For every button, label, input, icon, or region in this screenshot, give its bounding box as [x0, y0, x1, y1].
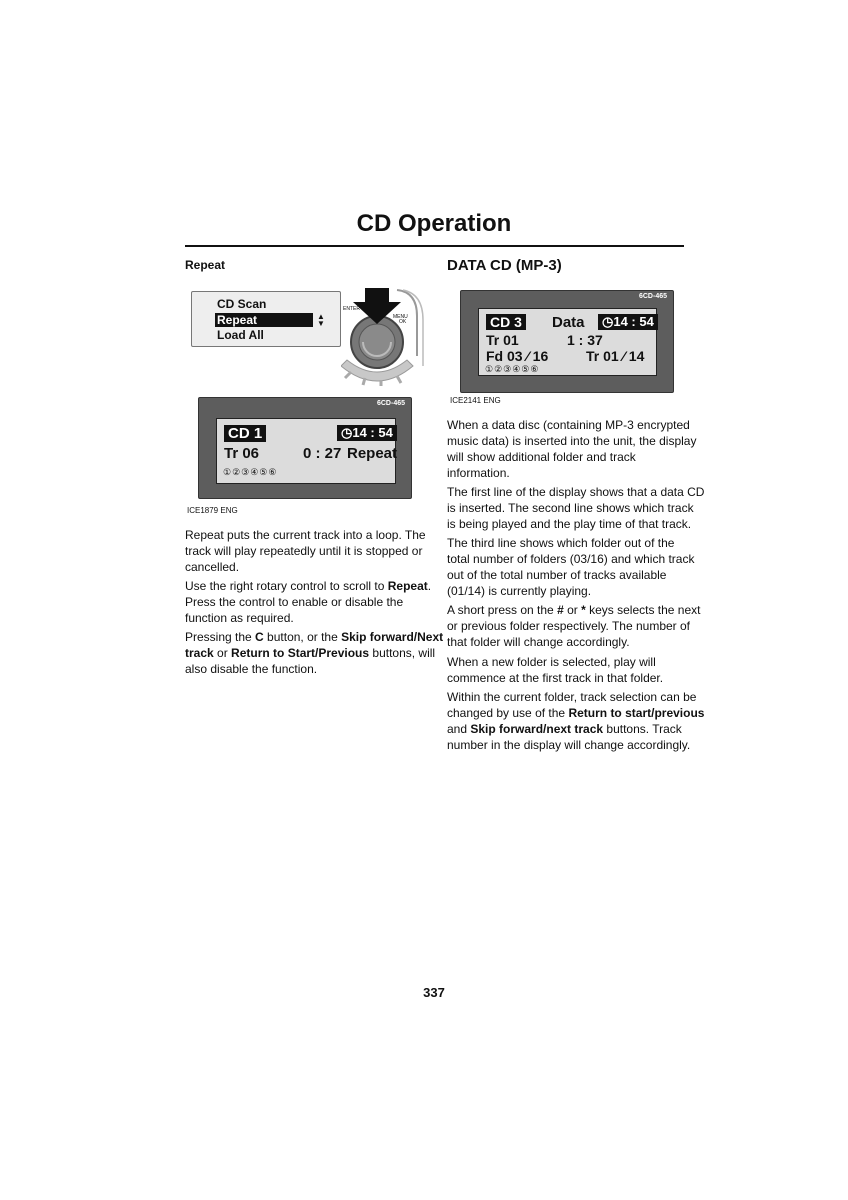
display-model: 6CD-465	[376, 400, 405, 407]
track-readout: Tr 01	[486, 332, 519, 348]
text-line: music data) is inserted into the unit, the display	[447, 434, 697, 448]
text-line: number in the display will change accordingly.	[447, 738, 691, 752]
title-rule	[185, 245, 684, 247]
disc-indicator: CD 1	[224, 425, 266, 442]
text-line: will show additional folder and track	[447, 450, 636, 464]
text-line: Within the current folder, track selection can be	[447, 690, 697, 704]
text-run: keys selects the next	[585, 603, 701, 617]
text-run: buttons, will	[369, 646, 436, 660]
display-screen	[478, 308, 657, 376]
paragraph-data-disc	[447, 417, 696, 481]
text-line: information.	[447, 466, 510, 480]
text-run: Pressing the	[185, 630, 256, 644]
text-line: cancelled.	[185, 560, 240, 574]
disc-slots: ①②③④⑤⑥	[223, 467, 278, 477]
text-bold: track	[185, 646, 214, 660]
clock-icon: ◷	[341, 425, 353, 440]
repeat-heading: Repeat	[185, 258, 226, 272]
text-line: total number of folders (03/16) and which track	[447, 552, 695, 566]
text-bold: Skip forward/Next	[341, 630, 444, 644]
text-bold: Return to start/previous	[568, 706, 705, 720]
play-time: 1 : 37	[567, 332, 603, 348]
text-run: .	[427, 579, 432, 593]
text-line: When a new folder is selected, play will	[447, 655, 656, 669]
text-bold: #	[557, 603, 564, 617]
play-time: 0 : 27	[303, 445, 342, 462]
text-line: Repeat puts the current track into a loop. The	[185, 528, 426, 542]
text-run: changed by use of the	[447, 706, 569, 720]
page-title: CD Operation	[356, 210, 512, 237]
text-run: button, or the	[263, 630, 342, 644]
paragraph-track-selection	[447, 689, 704, 753]
display-screen	[216, 418, 396, 484]
menu-item-repeat: Repeat	[215, 313, 313, 327]
paragraph-short-press	[447, 602, 701, 650]
text-line: is inserted. The second line shows which track	[447, 501, 694, 515]
display-repeat	[198, 397, 412, 499]
enter-label: ENTER	[343, 306, 360, 312]
repeat-mode: Repeat	[347, 445, 398, 462]
text-line: When a data disc (containing MP-3 encrypted	[447, 418, 690, 432]
clock-icon: ◷	[602, 314, 614, 329]
display-data-cd	[460, 290, 674, 393]
text-line: The third line shows which folder out of the	[447, 536, 675, 550]
paragraph-repeat	[185, 527, 426, 575]
text-line: out of the total number of tracks available	[447, 568, 667, 582]
figure-caption: ICE2141 ENG	[450, 396, 501, 405]
rotary-control-icon	[341, 286, 425, 386]
up-down-arrows-icon: ▲ ▼	[317, 312, 325, 328]
clock-readout	[337, 425, 397, 441]
page-number: 337	[423, 985, 445, 1000]
data-label: Data	[552, 314, 585, 331]
paragraph-press	[185, 629, 443, 677]
text-line: commence at the first track in that folder.	[447, 671, 664, 685]
paragraph-new-folder	[447, 654, 663, 686]
text-line: track will play repeatedly until it is stopped or	[185, 544, 423, 558]
menu-item-load-all: Load All	[217, 328, 264, 342]
text-bold: Repeat	[387, 579, 428, 593]
folder-readout: Fd 03 ⁄ 16	[486, 348, 549, 364]
figure-caption: ICE1879 ENG	[187, 506, 238, 515]
display-model: 6CD-465	[638, 293, 667, 300]
text-bold: Skip forward/next track	[470, 722, 604, 736]
text-run: Use the right rotary control to scroll to	[185, 579, 388, 593]
text-line: The first line of the display shows that a data CD	[447, 485, 705, 499]
text-bold: C	[255, 630, 264, 644]
ok-label: OK	[399, 319, 407, 325]
paragraph-first-line	[447, 484, 704, 532]
text-line: function as required.	[185, 611, 294, 625]
track-readout: Tr 06	[224, 445, 260, 462]
text-line: is being played and the play time of that track.	[447, 517, 692, 531]
text-run: buttons. Track	[603, 722, 682, 736]
text-line: or previous folder respectively. The number of	[447, 619, 691, 633]
clock-time: 14 : 54	[352, 425, 393, 440]
clock-readout	[598, 314, 658, 330]
text-bold: *	[581, 603, 586, 617]
menu-label: MENU	[393, 314, 408, 320]
text-run: and	[447, 722, 471, 736]
disc-indicator: CD 3	[486, 314, 526, 330]
data-cd-heading: DATA CD (MP-3)	[447, 257, 562, 274]
text-line: that folder will change accordingly.	[447, 635, 630, 649]
text-line: also disable the function.	[185, 662, 318, 676]
text-run: A short press on the	[447, 603, 558, 617]
menu-item-cd-scan: CD Scan	[217, 297, 267, 311]
menu-panel	[191, 291, 341, 347]
text-line: Press the control to enable or disable the	[185, 595, 404, 609]
text-line: (01/14) is currently playing.	[447, 584, 592, 598]
paragraph-scroll	[185, 578, 431, 626]
text-run: or	[563, 603, 582, 617]
text-run: or	[213, 646, 232, 660]
disc-slots: ①②③④⑤⑥	[485, 364, 540, 374]
clock-time: 14 : 54	[613, 314, 654, 329]
paragraph-third-line	[447, 535, 694, 599]
track-total-readout: Tr 01 ⁄ 14	[586, 348, 645, 364]
text-bold: Return to Start/Previous	[231, 646, 370, 660]
